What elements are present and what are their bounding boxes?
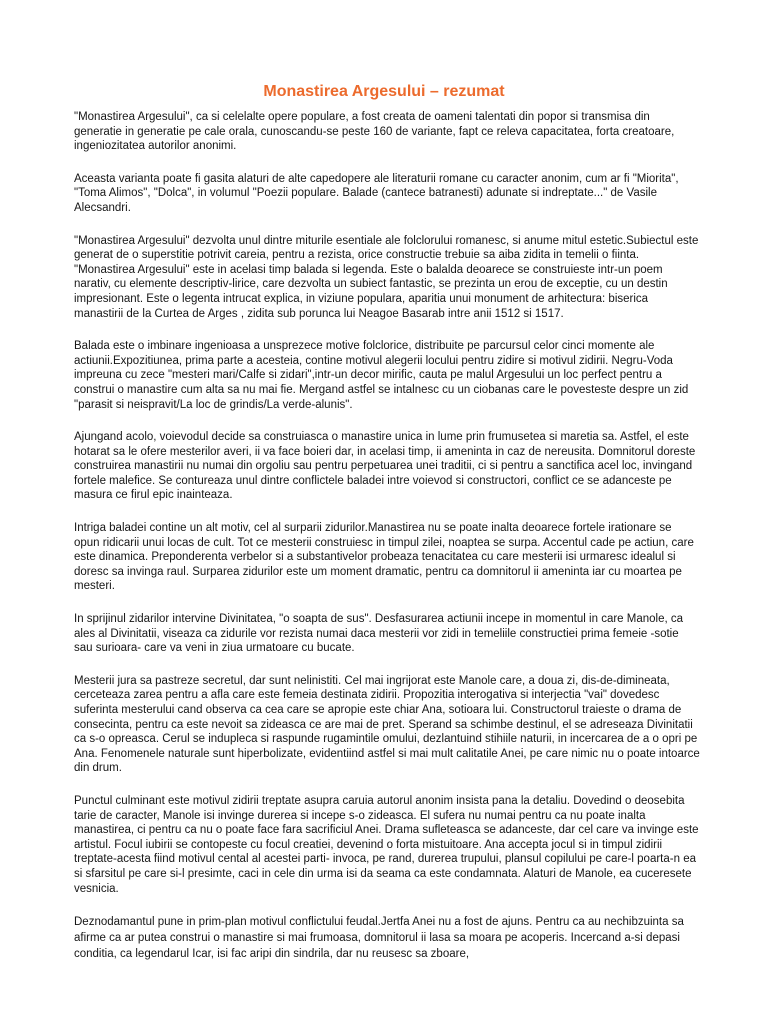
- paragraph-5: Ajungand acolo, voievodul decide sa construiasca o manastire unica in lume prin frumusetea si maretia sa. Astfel, el este hotarat sa le ofere mesterilor averi, ii va face boieri dar, in acelasi timp, ii ameninta in caz de nereusita. Domnitorul doreste construirea manastirii nu numai din orgoliu sau pentru perpetuarea unei traditii, ci si pentru a sanctifica acel loc, invingand fortele malefice. Se contureaza unul dintre conflictele baladei intre voievod si constructori, conflict ce se adanceste pe masura ce firul epic inainteaza.: [74, 431, 696, 502]
- document-title: Monastirea Argesului – rezumat: [263, 83, 505, 100]
- paragraph-6: Intriga baladei contine un alt motiv, cel al surparii zidurilor.Manastirea nu se poate inalta deoarece fortele irationare se opun ridicarii unui locas de cult. Tot ce mesterii construiesc in timpul zilei, noaptea se surpa. Accentul cade pe actiun, care este dinamica. Preponderenta verbelor si a substantivelor probeaza tenacitatea cu care mesterii isi urmaresc idealul si doresc sa invinga raul. Surparea zidurilor este um moment dramatic, pentru ca domnitorul ii ameninta iar cu moartea pe mesteri.: [74, 522, 694, 593]
- paragraph-9: Punctul culminant este motivul zidirii treptate asupra caruia autorul anonim insista pana la detaliu. Dovedind o deosebita tarie de caracter, Manole isi invinge durerea si incepe s-o zideasca. El sufera nu numai pentru ca nu poate inalta manastirea, ci pentru ca nu o poate face fara sacrificiul Anei. Drama sufleteasca se adanceste, dar cel care va invinge este artistul. Focul iubirii se contopeste cu focul creatiei, devenind o forta mistuitoare. Ana accepta jocul si in timpul zidirii treptate-acesta fiind motivul cental al acestei parti- invoca, pe rand, durerea trupului, plansul copilului pe care-l poarta-n ea si sfarsitul pe care si-l presimte, caci in cele din urma isi da seama ca este condamnata. Alaturi de Manole, ea cuceresete vesnicia.: [74, 794, 699, 895]
- paragraph-10: Deznodamantul pune in prim-plan motivul conflictului feudal.Jertfa Anei nu a fost de ajuns. Pentru ca au nechibzuinta sa afirme ca ar putea construi o manastire si mai frumoasa, domnitorul ii lasa sa moara pe acoperis. Incercand a-si depasi conditia, ca legendarul Icar, isi fac aripi din sindrila, dar nu reusesc sa zboare,: [74, 916, 684, 961]
- paragraph-8: Mesterii jura sa pastreze secretul, dar sunt nelinistiti. Cel mai ingrijorat este Manole care, a doua zi, dis-de-dimineata, cerceteaza zarea pentru a afla care este femeia destinata zidirii. Propozitia interogativa si interjectia "vai" dovedesc suferinta mesterului cand observa ca cea care se apropie este chiar Ana, sotioara lui. Constructorul traieste o drama de consecinta, pentru ca este nevoit sa zideasca ce are mai de pret. Sperand sa schimbe destinul, el se adreseaza Divinitatii ca s-o opreasca. Cerul se indupleca si raspunde rugamintile omului, dezlantuind stihiile naturii, in incercarea de a o opri pe Ana. Fenomenele naturale sunt hiperbolizate, evidentiind astfel si mai mult calitatile Anei, pe care nimic nu o poate intoarce din drum.: [74, 674, 700, 775]
- paragraph-1: "Monastirea Argesului", ca si celelalte opere populare, a fost creata de oameni talentati din popor si transmisa din generatie in generatie pe cale orala, cunoscandu-se peste 160 de variante, fapt ce releva capacitatea, forta creatoare, ingeniozitatea autorilor anonimi.: [74, 111, 675, 153]
- paragraph-3: "Monastirea Argesului" dezvolta unul dintre miturile esentiale ale folclorului romanesc, si anume mitul estetic.Subiectul este generat de o superstitie potrivit careia, pentru a rezista, orice constructie trebuie sa aiba zidita in temelii o fiinta. "Monastirea Argesului" este in acelasi timp balada si legenda. Este o balalda deoarece se construieste intr-un poem narativ, cu elemente descriptiv-lirice, care dezvolta un subiect fantastic, se prezinta un erou de exceptie, cu un destin impresionant. Este o legenta intrucat explica, in viziune populara, aparitia unui monument de arhitectura: biserica manastirii de la Curtea de Arges , zidita sub porunca lui Neagoe Basarab intre anii 1512 si 1517.: [74, 234, 699, 320]
- document-body: [74, 110, 700, 980]
- paragraph-4: Balada este o imbinare ingenioasa a unsprezece motive folclorice, distribuite pe parcursul celor cinci momente ale actiunii.Expozitiunea, prima parte a acesteia, contine motivul alegerii locului pentru zidire si motivul zidirii. Negru-Voda impreuna cu zece "mesteri mari/Calfe si zidari",intr-un decor mirific, cauta pe malul Argesului un loc perfect pentru a construi o manastire cum alta sa nu mai fie. Mergand astfel se intalnesc cu un ciobanas care le povesteste despre un zid "parasit si neispravit/La loc de grindis/La verde-alunis".: [74, 340, 689, 411]
- paragraph-7: In sprijinul zidarilor intervine Divinitatea, "o soapta de sus". Desfasurarea actiunii incepe in momentul in care Manole, ca ales al Divinitatii, viseaza ca zidurile vor rezista numai daca mesterii vor zidi in temeliile constructiei prima femeie -sotie sau surioara- care va veni in ziua urmatoare cu bucate.: [74, 613, 684, 655]
- paragraph-2: Aceasta varianta poate fi gasita alaturi de alte capedopere ale literaturii romane cu caracter anonim, cum ar fi "Miorita", "Toma Alimos", "Dolca", in volumul "Poezii populare. Balade (cantece batranesti) adunate si indreptate..." de Vasile Alecsandri.: [74, 172, 679, 214]
